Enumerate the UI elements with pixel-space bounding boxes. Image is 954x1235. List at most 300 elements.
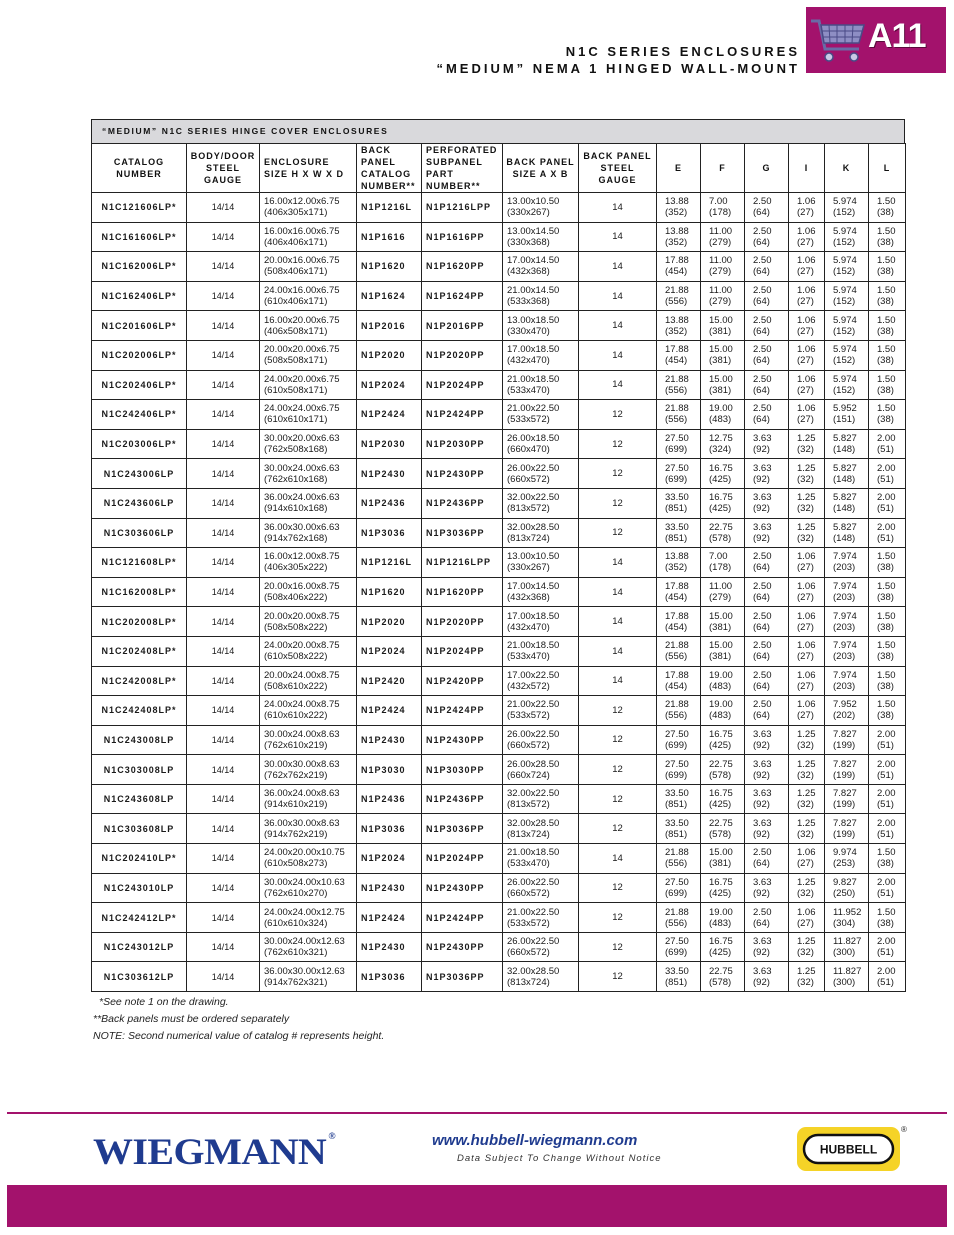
back-panel-value: N1P1216L [361, 557, 413, 568]
back-panel-value: N1P1620 [361, 261, 406, 272]
dim-f [701, 548, 745, 578]
website-link[interactable]: www.hubbell-wiegmann.com [432, 1132, 638, 1149]
dim-i-in: 1.25 [797, 728, 816, 740]
dim-l [869, 222, 906, 252]
enclosure-size [260, 932, 357, 962]
dim-f-mm: (425) [709, 887, 732, 899]
bp-size-in: 17.00x14.50 [507, 581, 560, 593]
back-panel-catalog [357, 252, 422, 282]
dim-l-mm: (51) [877, 887, 894, 899]
bp-size-in: 17.00x14.50 [507, 255, 560, 267]
enclosures-table [91, 119, 905, 992]
bp-gauge-value: 14 [612, 201, 623, 213]
brand-mark: ® [328, 1131, 336, 1141]
dim-l-in: 2.00 [877, 462, 896, 474]
dim-k-mm: (152) [833, 266, 856, 278]
bp-gauge-value: 14 [612, 852, 623, 864]
dim-l [869, 725, 906, 755]
dim-g-mm: (92) [753, 887, 770, 899]
dim-e-in: 21.88 [665, 640, 689, 652]
back-panel-gauge [579, 518, 657, 548]
back-panel-size [503, 725, 579, 755]
brand-name: WIEGMANN [93, 1132, 327, 1173]
dim-f [701, 518, 745, 548]
dim-l-mm: (38) [877, 207, 894, 219]
dim-f [701, 666, 745, 696]
bp-gauge-value: 14 [612, 349, 623, 361]
dim-f [701, 429, 745, 459]
dim-i [789, 962, 825, 992]
subpanel-value: N1P2420PP [426, 675, 485, 686]
dim-l-mm: (38) [877, 236, 894, 248]
dim-l [869, 784, 906, 814]
dim-e-in: 33.50 [665, 788, 689, 800]
dim-k-mm: (199) [833, 739, 856, 751]
back-panel-catalog [357, 962, 422, 992]
size-in: 16.00x16.00x6.75 [264, 225, 340, 237]
back-panel-size [503, 636, 579, 666]
dim-l-mm: (51) [877, 473, 894, 485]
dim-g [745, 488, 789, 518]
bp-gauge-value: 12 [612, 438, 623, 450]
catalog-number-value: N1C202408LP* [101, 646, 177, 657]
back-panel-catalog [357, 784, 422, 814]
dim-l [869, 577, 906, 607]
enclosure-size [260, 548, 357, 578]
dim-f [701, 903, 745, 933]
dim-i-mm: (27) [797, 384, 814, 396]
dim-i-in: 1.06 [797, 551, 816, 563]
bp-size-mm: (330x267) [507, 562, 550, 574]
back-panel-gauge [579, 429, 657, 459]
dim-e-mm: (699) [665, 769, 688, 781]
perforated-subpanel [422, 814, 503, 844]
col-header-l: L [869, 144, 906, 193]
dim-g-mm: (64) [753, 384, 770, 396]
dim-i-mm: (27) [797, 355, 814, 367]
back-panel-catalog [357, 488, 422, 518]
perforated-subpanel [422, 222, 503, 252]
dim-k [825, 577, 869, 607]
dim-i-mm: (27) [797, 710, 814, 722]
bp-gauge-value: 14 [612, 231, 623, 243]
dim-l-mm: (38) [877, 325, 894, 337]
subpanel-value: N1P2430PP [426, 882, 485, 893]
subpanel-value: N1P3036PP [426, 527, 485, 538]
subpanel-value: N1P1616PP [426, 231, 485, 242]
dim-f-in: 11.00 [709, 225, 733, 237]
enclosure-size [260, 962, 357, 992]
dim-e [657, 932, 701, 962]
dim-k-mm: (148) [833, 444, 856, 456]
dim-k [825, 814, 869, 844]
dim-e [657, 429, 701, 459]
bp-size-mm: (533x470) [507, 651, 550, 663]
catalog-number-value: N1C203006LP* [101, 439, 177, 450]
gauge-value: 14/14 [211, 320, 235, 331]
gauge-value: 14/14 [211, 912, 235, 923]
dim-k-mm: (199) [833, 769, 856, 781]
dim-f-in: 11.00 [709, 255, 733, 267]
bp-size-in: 32.00x28.50 [507, 817, 560, 829]
dim-i-mm: (27) [797, 236, 814, 248]
bp-size-mm: (660x572) [507, 739, 550, 751]
col-header-gauge: BODY/DOOR STEEL GAUGE [187, 144, 260, 193]
dim-i [789, 340, 825, 370]
back-panel-value: N1P2030 [361, 439, 406, 450]
dim-l-in: 2.00 [877, 876, 896, 888]
dim-g-in: 2.50 [753, 403, 772, 415]
back-panel-catalog [357, 755, 422, 785]
subpanel-value: N1P2030PP [426, 439, 485, 450]
col-header-g: G [745, 144, 789, 193]
dim-i-in: 1.06 [797, 373, 816, 385]
hubbell-logo-text: HUBBELL [819, 1142, 878, 1157]
dim-e-mm: (454) [665, 266, 688, 278]
back-panel-catalog [357, 459, 422, 489]
dim-l-mm: (51) [877, 769, 894, 781]
size-mm: (762x508x168) [264, 444, 328, 456]
col-header-e: E [657, 144, 701, 193]
dim-i [789, 193, 825, 223]
catalog-number-value: N1C242406LP* [101, 409, 177, 420]
dim-i-mm: (27) [797, 325, 814, 337]
dim-f-in: 16.75 [709, 462, 733, 474]
table-row [92, 725, 906, 755]
catalog-number [92, 281, 187, 311]
dim-k [825, 281, 869, 311]
bp-gauge-value: 14 [612, 320, 623, 332]
table-row [92, 370, 906, 400]
dim-k [825, 725, 869, 755]
back-panel-gauge [579, 311, 657, 341]
dim-i-in: 1.06 [797, 344, 816, 356]
dim-g-mm: (64) [753, 858, 770, 870]
table-row [92, 252, 906, 282]
back-panel-gauge [579, 400, 657, 430]
back-panel-size [503, 903, 579, 933]
back-panel-gauge [579, 666, 657, 696]
dim-l-mm: (38) [877, 858, 894, 870]
catalog-number-value: N1C243008LP [103, 734, 175, 745]
bp-size-mm: (432x470) [507, 621, 550, 633]
size-in: 24.00x24.00x8.75 [264, 699, 340, 711]
dim-k [825, 844, 869, 874]
back-panel-value: N1P2430 [361, 468, 406, 479]
dim-g-in: 3.63 [753, 462, 772, 474]
bp-size-mm: (533x572) [507, 917, 550, 929]
back-panel-size [503, 577, 579, 607]
bp-size-in: 21.00x18.50 [507, 847, 560, 859]
dim-e [657, 518, 701, 548]
dim-f-mm: (425) [709, 799, 732, 811]
back-panel-gauge [579, 340, 657, 370]
dim-g-in: 2.50 [753, 196, 772, 208]
page-header [436, 43, 800, 77]
dim-k-in: 5.974 [833, 344, 857, 356]
dim-g-in: 3.63 [753, 492, 772, 504]
dim-g-mm: (64) [753, 562, 770, 574]
dim-g-in: 3.63 [753, 521, 772, 533]
gauge-value: 14/14 [211, 705, 235, 716]
dim-k-in: 5.974 [833, 314, 857, 326]
bp-size-mm: (813x724) [507, 828, 550, 840]
body-door-gauge [187, 459, 260, 489]
dim-k-mm: (148) [833, 473, 856, 485]
dim-e-in: 21.88 [665, 699, 689, 711]
bp-size-in: 13.00x10.50 [507, 196, 560, 208]
dim-f [701, 370, 745, 400]
back-panel-catalog [357, 814, 422, 844]
dim-i-mm: (27) [797, 858, 814, 870]
dim-g-in: 2.50 [753, 640, 772, 652]
table-body [92, 193, 906, 992]
dim-g-in: 2.50 [753, 225, 772, 237]
dim-k-mm: (300) [833, 947, 856, 959]
catalog-number-value: N1C243608LP [103, 794, 175, 805]
back-panel-catalog [357, 636, 422, 666]
dim-f-in: 22.75 [709, 758, 733, 770]
bp-gauge-value: 12 [612, 941, 623, 953]
dim-f-mm: (483) [709, 414, 732, 426]
dim-i-mm: (32) [797, 532, 814, 544]
dim-e-mm: (556) [665, 651, 688, 663]
body-door-gauge [187, 962, 260, 992]
dim-f-mm: (483) [709, 917, 732, 929]
dim-e-mm: (454) [665, 355, 688, 367]
table-row [92, 932, 906, 962]
dim-f-mm: (578) [709, 769, 732, 781]
dim-k-in: 7.827 [833, 758, 857, 770]
dim-g [745, 193, 789, 223]
dim-i [789, 370, 825, 400]
table-row [92, 873, 906, 903]
gauge-value: 14/14 [211, 409, 235, 420]
perforated-subpanel [422, 340, 503, 370]
size-in: 36.00x30.00x8.63 [264, 817, 340, 829]
size-in: 30.00x24.00x12.63 [264, 936, 345, 948]
back-panel-value: N1P2024 [361, 853, 406, 864]
enclosure-size [260, 636, 357, 666]
size-mm: (914x610x219) [264, 799, 328, 811]
dim-g [745, 429, 789, 459]
dim-g-in: 2.50 [753, 581, 772, 593]
table-row [92, 755, 906, 785]
bp-gauge-value: 12 [612, 734, 623, 746]
dim-f-in: 7.00 [709, 551, 728, 563]
footnote-3: NOTE: Second numerical value of catalog # represents height. [93, 1030, 385, 1042]
dim-g-mm: (64) [753, 236, 770, 248]
dim-k [825, 488, 869, 518]
dim-f-in: 22.75 [709, 965, 733, 977]
dim-g [745, 607, 789, 637]
dim-l-mm: (38) [877, 384, 894, 396]
size-in: 20.00x20.00x8.75 [264, 610, 340, 622]
size-in: 30.00x24.00x10.63 [264, 876, 345, 888]
gauge-value: 14/14 [211, 971, 235, 982]
dim-f-mm: (381) [709, 325, 732, 337]
dim-g-mm: (64) [753, 621, 770, 633]
bp-gauge-value: 14 [612, 586, 623, 598]
dim-l-in: 2.00 [877, 492, 896, 504]
back-panel-gauge [579, 903, 657, 933]
dim-k-mm: (203) [833, 680, 856, 692]
catalog-number-value: N1C303612LP [103, 971, 175, 982]
dim-i-mm: (27) [797, 592, 814, 604]
dim-e-in: 17.88 [665, 581, 689, 593]
hubbell-registered-mark: ® [901, 1125, 907, 1134]
back-panel-size [503, 252, 579, 282]
gauge-value: 14/14 [211, 942, 235, 953]
dim-e-in: 21.88 [665, 906, 689, 918]
dim-f-in: 16.75 [709, 788, 733, 800]
dim-i [789, 429, 825, 459]
dim-f [701, 607, 745, 637]
table-row [92, 400, 906, 430]
dim-k-in: 7.974 [833, 551, 857, 563]
dim-f [701, 488, 745, 518]
dim-e-mm: (851) [665, 976, 688, 988]
bp-size-mm: (330x267) [507, 207, 550, 219]
back-panel-gauge [579, 370, 657, 400]
dim-l-in: 2.00 [877, 758, 896, 770]
dim-e [657, 252, 701, 282]
size-mm: (406x305x171) [264, 207, 328, 219]
gauge-value: 14/14 [211, 379, 235, 390]
dim-e [657, 903, 701, 933]
bp-size-in: 17.00x22.50 [507, 669, 560, 681]
dim-e [657, 725, 701, 755]
table-row [92, 281, 906, 311]
dim-i-in: 1.06 [797, 225, 816, 237]
dim-k-mm: (151) [833, 414, 856, 426]
dim-l [869, 488, 906, 518]
bp-gauge-value: 14 [612, 675, 623, 687]
back-panel-size [503, 666, 579, 696]
dim-f-in: 15.00 [709, 314, 733, 326]
dim-g-in: 2.50 [753, 255, 772, 267]
dim-l [869, 814, 906, 844]
bp-gauge-value: 12 [612, 823, 623, 835]
body-door-gauge [187, 222, 260, 252]
back-panel-value: N1P2016 [361, 320, 406, 331]
catalog-number-value: N1C242412LP* [101, 912, 177, 923]
table-row [92, 429, 906, 459]
enclosure-size [260, 814, 357, 844]
dim-k-in: 5.974 [833, 196, 857, 208]
back-panel-gauge [579, 636, 657, 666]
dim-l-mm: (51) [877, 947, 894, 959]
subpanel-value: N1P2430PP [426, 942, 485, 953]
dim-g-mm: (64) [753, 414, 770, 426]
enclosure-size [260, 873, 357, 903]
subpanel-value: N1P2016PP [426, 320, 485, 331]
perforated-subpanel [422, 281, 503, 311]
dim-k [825, 696, 869, 726]
bp-size-mm: (660x724) [507, 769, 550, 781]
back-panel-gauge [579, 577, 657, 607]
perforated-subpanel [422, 903, 503, 933]
back-panel-size [503, 844, 579, 874]
dim-f-in: 19.00 [709, 699, 733, 711]
dim-e [657, 873, 701, 903]
dim-g [745, 903, 789, 933]
dim-i [789, 784, 825, 814]
dim-g-in: 2.50 [753, 314, 772, 326]
dim-e-in: 21.88 [665, 373, 689, 385]
size-mm: (406x406x171) [264, 236, 328, 248]
bp-size-mm: (432x368) [507, 266, 550, 278]
dim-e-mm: (556) [665, 710, 688, 722]
catalog-number-value: N1C202008LP* [101, 616, 177, 627]
dim-k [825, 784, 869, 814]
dim-f-mm: (178) [709, 562, 732, 574]
size-mm: (610x406x171) [264, 296, 328, 308]
dim-l-in: 2.00 [877, 817, 896, 829]
perforated-subpanel [422, 370, 503, 400]
dim-e-in: 13.88 [665, 225, 689, 237]
dim-g [745, 666, 789, 696]
bp-size-mm: (660x572) [507, 473, 550, 485]
footer-band [7, 1185, 947, 1227]
bp-gauge-value: 12 [612, 912, 623, 924]
dim-l-mm: (38) [877, 680, 894, 692]
dim-f-mm: (483) [709, 710, 732, 722]
dim-k-in: 5.827 [833, 521, 857, 533]
dim-g-in: 2.50 [753, 906, 772, 918]
dim-e [657, 696, 701, 726]
size-in: 24.00x20.00x8.75 [264, 640, 340, 652]
dim-k-mm: (152) [833, 325, 856, 337]
back-panel-size [503, 784, 579, 814]
dim-f-mm: (381) [709, 621, 732, 633]
bp-size-mm: (533x470) [507, 858, 550, 870]
bp-size-in: 26.00x18.50 [507, 433, 560, 445]
back-panel-gauge [579, 607, 657, 637]
dim-l-mm: (51) [877, 828, 894, 840]
table-row [92, 311, 906, 341]
dim-i-in: 1.25 [797, 965, 816, 977]
dim-e [657, 962, 701, 992]
perforated-subpanel [422, 844, 503, 874]
table-row [92, 844, 906, 874]
table-row [92, 488, 906, 518]
dim-f-mm: (381) [709, 384, 732, 396]
dim-i-mm: (32) [797, 473, 814, 485]
dim-g-in: 3.63 [753, 936, 772, 948]
dim-g-in: 3.63 [753, 788, 772, 800]
dim-g-in: 2.50 [753, 373, 772, 385]
dim-e [657, 577, 701, 607]
dim-e-in: 27.50 [665, 876, 689, 888]
size-mm: (762x610x168) [264, 473, 328, 485]
gauge-value: 14/14 [211, 853, 235, 864]
bp-gauge-value: 12 [612, 497, 623, 509]
dim-f-mm: (381) [709, 651, 732, 663]
dim-e [657, 636, 701, 666]
back-panel-size [503, 340, 579, 370]
back-panel-value: N1P3036 [361, 823, 406, 834]
back-panel-value: N1P2424 [361, 912, 406, 923]
size-in: 16.00x20.00x6.75 [264, 314, 340, 326]
dim-k-in: 5.827 [833, 433, 857, 445]
back-panel-size [503, 607, 579, 637]
dim-g-mm: (92) [753, 828, 770, 840]
dim-e-in: 13.88 [665, 551, 689, 563]
subpanel-value: N1P3030PP [426, 764, 485, 775]
dim-i-in: 1.06 [797, 610, 816, 622]
dim-l [869, 873, 906, 903]
